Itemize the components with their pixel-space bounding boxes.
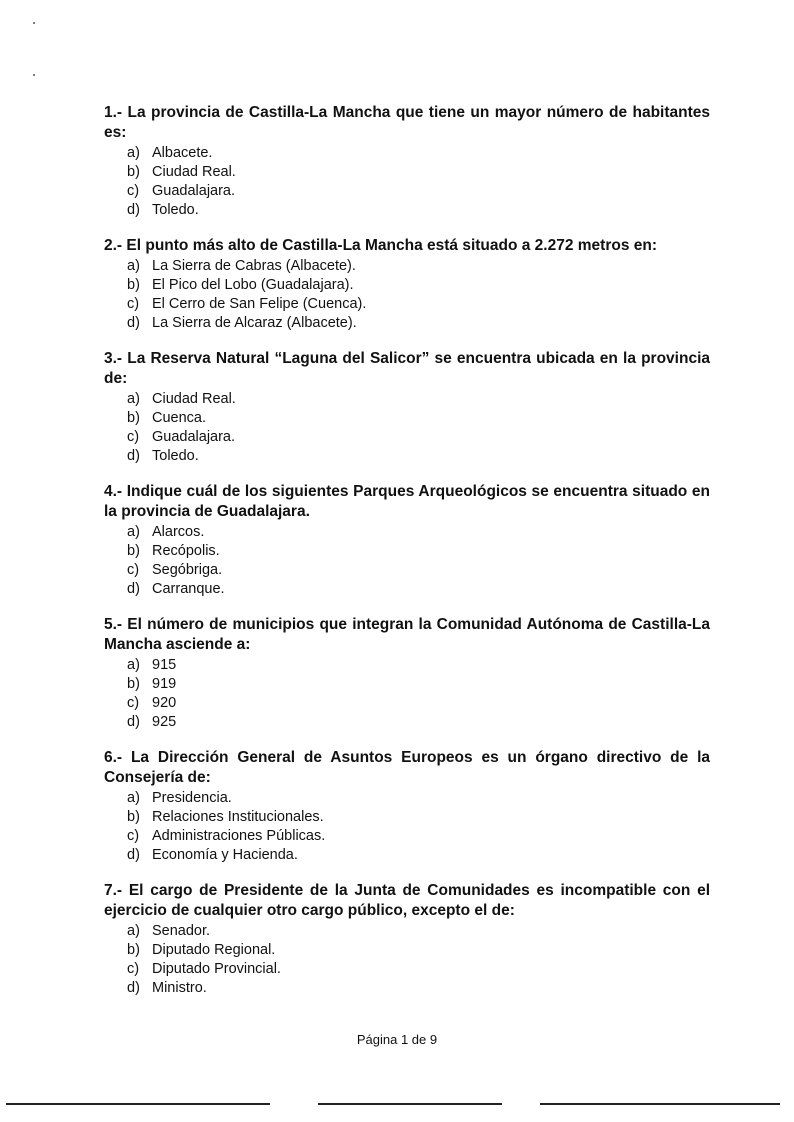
option-c xyxy=(127,827,710,846)
question-statement: El número de municipios que integran la Comunidad Autónoma de Castilla-La Mancha asciende a: xyxy=(104,616,710,653)
option-list xyxy=(104,390,710,466)
option-text: Albacete. xyxy=(152,145,213,161)
question-statement: Indique cuál de los siguientes Parques Arqueológicos se encuentra situado en la provincia de Guadalajara. xyxy=(104,483,710,520)
option-d xyxy=(127,314,710,333)
option-text: Segóbriga. xyxy=(152,562,223,578)
option-text: 919 xyxy=(152,676,177,692)
question-number: 3.- xyxy=(104,350,123,367)
option-a xyxy=(127,257,710,276)
question-statement: La Reserva Natural “Laguna del Salicor” se encuentra ubicada en la provincia de: xyxy=(104,350,710,387)
option-c xyxy=(127,295,710,314)
question-3 xyxy=(104,349,710,466)
option-text: 925 xyxy=(152,714,177,730)
option-a xyxy=(127,922,710,941)
question-text xyxy=(104,103,710,143)
option-text: Toledo. xyxy=(152,202,199,218)
question-7 xyxy=(104,881,710,998)
question-list xyxy=(104,103,710,1014)
option-letter: b) xyxy=(127,942,140,958)
option-letter: d) xyxy=(127,315,140,331)
option-text: Relaciones Institucionales. xyxy=(152,809,324,825)
option-text: Cuenca. xyxy=(152,410,207,426)
question-text xyxy=(104,236,710,256)
option-text: La Sierra de Alcaraz (Albacete). xyxy=(152,315,357,331)
option-letter: b) xyxy=(127,277,140,293)
option-letter: c) xyxy=(127,695,140,711)
option-letter: b) xyxy=(127,164,140,180)
question-4 xyxy=(104,482,710,599)
option-text: Ministro. xyxy=(152,980,207,996)
option-letter: d) xyxy=(127,581,140,597)
option-letter: d) xyxy=(127,202,140,218)
option-letter: c) xyxy=(127,961,140,977)
option-text: Ciudad Real. xyxy=(152,164,236,180)
option-d xyxy=(127,201,710,220)
option-text: 920 xyxy=(152,695,177,711)
question-6 xyxy=(104,748,710,865)
option-letter: c) xyxy=(127,296,140,312)
option-d xyxy=(127,846,710,865)
question-1 xyxy=(104,103,710,220)
option-text: Recópolis. xyxy=(152,543,220,559)
option-text: Administraciones Públicas. xyxy=(152,828,326,844)
option-c xyxy=(127,428,710,447)
option-b xyxy=(127,409,710,428)
question-text xyxy=(104,748,710,788)
question-number: 2.- xyxy=(104,237,123,254)
option-b xyxy=(127,941,710,960)
question-statement: La provincia de Castilla-La Mancha que tiene un mayor número de habitantes es: xyxy=(104,104,711,141)
option-letter: c) xyxy=(127,429,140,445)
option-a xyxy=(127,390,710,409)
option-a xyxy=(127,789,710,808)
question-number: 4.- xyxy=(104,483,123,500)
option-letter: a) xyxy=(127,657,140,673)
option-list xyxy=(104,257,710,333)
option-b xyxy=(127,163,710,182)
option-d xyxy=(127,713,710,732)
option-letter: a) xyxy=(127,524,140,540)
option-text: 915 xyxy=(152,657,177,673)
page-number: Página 1 de 9 xyxy=(356,1032,438,1047)
option-letter: b) xyxy=(127,543,140,559)
option-text: Guadalajara. xyxy=(152,183,236,199)
option-b xyxy=(127,276,710,295)
question-5 xyxy=(104,615,710,732)
question-text xyxy=(104,615,710,655)
scan-edge-line xyxy=(540,1103,780,1105)
option-text: Presidencia. xyxy=(152,790,232,806)
option-list xyxy=(104,656,710,732)
option-letter: c) xyxy=(127,828,140,844)
option-c xyxy=(127,182,710,201)
option-letter: a) xyxy=(127,145,140,161)
option-letter: b) xyxy=(127,410,140,426)
option-letter: c) xyxy=(127,183,140,199)
option-b xyxy=(127,808,710,827)
option-letter: a) xyxy=(127,391,140,407)
scan-speck xyxy=(33,74,35,76)
option-a xyxy=(127,656,710,675)
option-text: Guadalajara. xyxy=(152,429,236,445)
option-text: Diputado Regional. xyxy=(152,942,276,958)
option-d xyxy=(127,979,710,998)
option-c xyxy=(127,694,710,713)
option-letter: d) xyxy=(127,980,140,996)
option-letter: a) xyxy=(127,790,140,806)
option-a xyxy=(127,523,710,542)
option-text: Economía y Hacienda. xyxy=(152,847,298,863)
option-d xyxy=(127,447,710,466)
option-letter: a) xyxy=(127,923,140,939)
scan-edge-line xyxy=(6,1103,270,1105)
option-text: La Sierra de Cabras (Albacete). xyxy=(152,258,356,274)
option-d xyxy=(127,580,710,599)
question-number: 1.- xyxy=(104,104,123,121)
option-letter: d) xyxy=(127,847,140,863)
option-letter: c) xyxy=(127,562,140,578)
scan-speck xyxy=(33,22,35,24)
option-text: Ciudad Real. xyxy=(152,391,236,407)
option-list xyxy=(104,922,710,998)
question-text xyxy=(104,482,710,522)
question-2 xyxy=(104,236,710,333)
option-a xyxy=(127,144,710,163)
option-b xyxy=(127,675,710,694)
question-statement: El cargo de Presidente de la Junta de Comunidades es incompatible con el ejercicio de cualquier otro cargo público, excepto el de: xyxy=(104,882,710,919)
question-text xyxy=(104,349,710,389)
option-c xyxy=(127,561,710,580)
option-text: Senador. xyxy=(152,923,211,939)
question-number: 6.- xyxy=(104,749,123,766)
option-list xyxy=(104,523,710,599)
option-text: El Pico del Lobo (Guadalajara). xyxy=(152,277,354,293)
option-text: Alarcos. xyxy=(152,524,205,540)
option-letter: b) xyxy=(127,676,140,692)
option-list xyxy=(104,144,710,220)
question-statement: La Dirección General de Asuntos Europeos es un órgano directivo de la Consejería de: xyxy=(104,749,711,786)
option-b xyxy=(127,542,710,561)
option-list xyxy=(104,789,710,865)
option-text: Toledo. xyxy=(152,448,199,464)
question-number: 7.- xyxy=(104,882,123,899)
option-text: Carranque. xyxy=(152,581,225,597)
option-letter: d) xyxy=(127,448,140,464)
option-letter: b) xyxy=(127,809,140,825)
question-text xyxy=(104,881,710,921)
question-statement: El punto más alto de Castilla-La Mancha está situado a 2.272 metros en: xyxy=(126,237,658,254)
scan-edge-line xyxy=(318,1103,502,1105)
question-number: 5.- xyxy=(104,616,123,633)
option-letter: a) xyxy=(127,258,140,274)
option-text: El Cerro de San Felipe (Cuenca). xyxy=(152,296,367,312)
option-text: Diputado Provincial. xyxy=(152,961,281,977)
option-letter: d) xyxy=(127,714,140,730)
option-c xyxy=(127,960,710,979)
